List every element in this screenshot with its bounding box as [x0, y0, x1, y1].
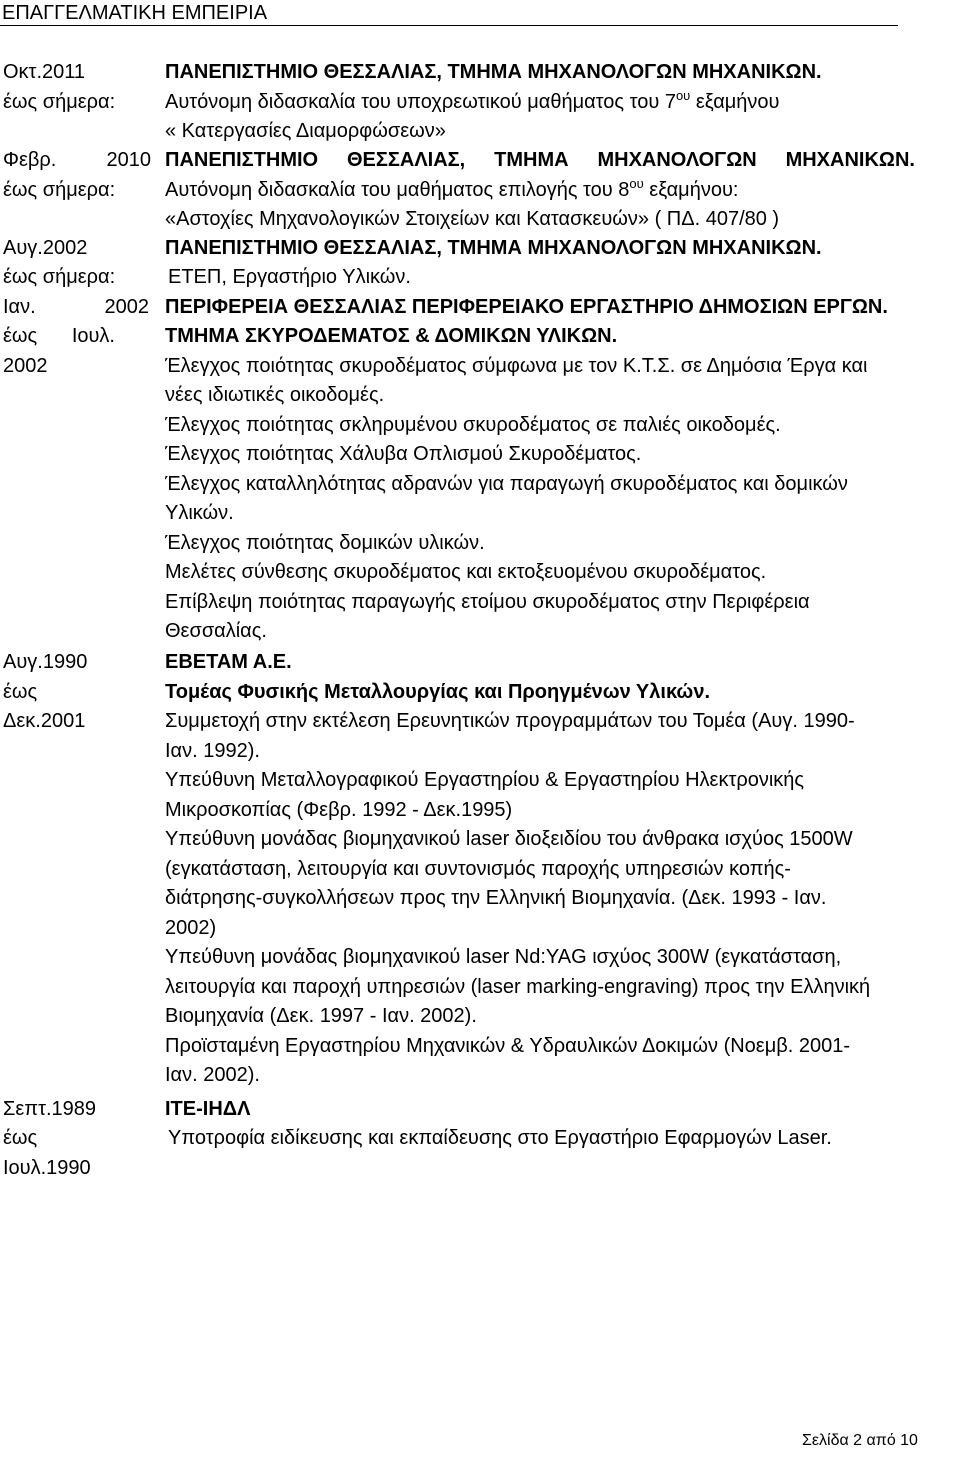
page-number: Σελίδα 2 από 10 [802, 1432, 918, 1449]
entry-description: Επίβλεψη ποιότητας παραγωγής ετοίμου σκυροδέματος στην Περιφέρεια [165, 591, 810, 613]
entry-description: Έλεγχος ποιότητας σκληρυμένου σκυροδέματος σε παλιές οικοδομές. [165, 414, 781, 436]
entry-date: Αυγ.2002 [3, 237, 88, 259]
entry-5-row-5 [0, 766, 960, 795]
entry-organization: ΠΑΝΕΠΙΣΤΗΜΙΟ ΘΕΣΣΑΛΙΑΣ, ΤΜΗΜΑ ΜΗΧΑΝΟΛΟΓΩΝ ΜΗΧΑΝΙΚΩΝ. [165, 149, 915, 171]
entry-4-row-3 [0, 352, 960, 381]
entry-5-row-2 [0, 678, 960, 707]
entry-organization: ΠΕΡΙΦΕΡΕΙΑ ΘΕΣΣΑΛΙΑΣ ΠΕΡΙΦΕΡΕΙΑΚΟ ΕΡΓΑΣΤΗΡΙΟ ΔΗΜΟΣΙΩΝ ΕΡΓΩΝ. [165, 296, 888, 318]
entry-date: Σεπτ.1989 [3, 1098, 97, 1120]
entry-date: έως σήμερα: [3, 179, 116, 201]
section-heading: ΕΠΑΓΓΕΛΜΑΤΙΚΗ ΕΜΠΕΙΡΙΑ [2, 2, 268, 24]
entry-date: έως σήμερα: [3, 91, 116, 113]
entry-5-row-4 [0, 737, 960, 766]
entry-description: Υπεύθυνη μονάδας βιομηχανικού laser Nd:YAG ισχύος 300W (εγκατάσταση, [165, 946, 842, 968]
entry-6-row-3 [0, 1154, 960, 1183]
entry-description: Υλικών. [165, 502, 234, 524]
entry-organization: ΙΤΕ-ΙΗΔΛ [165, 1098, 251, 1120]
entry-organization: ΕΒΕΤΑΜ Α.Ε. [165, 651, 292, 673]
entry-4-row-2 [0, 322, 960, 351]
entry-date: 2002 [3, 355, 48, 377]
entry-description: «Αστοχίες Μηχανολογικών Στοιχείων και Κατασκευών» ( ΠΔ. 407/80 ) [165, 208, 780, 230]
entry-5-row-11 [0, 943, 960, 972]
entry-description: « Κατεργασίες Διαμορφώσεων» [165, 120, 446, 142]
entry-5-row-10 [0, 914, 960, 943]
entry-description: διάτρησης-συγκολλήσεων προς την Ελληνική Βιομηχανία. (Δεκ. 1993 - Ιαν. [165, 887, 827, 909]
entry-description: Έλεγχος ποιότητας δομικών υλικών. [165, 532, 485, 554]
entry-description: (εγκατάσταση, λειτουργία και συντονισμός παροχής υπηρεσιών κοπής- [165, 858, 791, 880]
entry-4-row-11 [0, 588, 960, 617]
entry-date: Φεβρ. 2010 [3, 149, 151, 171]
entry-4-row-9 [0, 529, 960, 558]
entry-1-row-1 [0, 58, 960, 87]
entry-1-row-2 [0, 88, 960, 117]
entry-date: Οκτ.2011 [3, 61, 86, 83]
entry-5-row-15 [0, 1061, 960, 1090]
entry-4-row-6 [0, 440, 960, 469]
entry-description: Μελέτες σύνθεσης σκυροδέματος και εκτοξευομένου σκυροδέματος. [165, 561, 767, 583]
entry-description: λειτουργία και παροχή υπηρεσιών (laser marking-engraving) προς την Ελληνική [165, 976, 871, 998]
entry-description: ΕΤΕΠ, Εργαστήριο Υλικών. [168, 266, 411, 288]
entry-3-row-2 [0, 263, 960, 292]
entry-5-row-14 [0, 1032, 960, 1061]
entry-organization-department: ΤΜΗΜΑ ΣΚΥΡΟΔΕΜΑΤΟΣ & ΔΟΜΙΚΩΝ ΥΛΙΚΩΝ. [165, 325, 618, 347]
entry-5-row-1 [0, 648, 960, 677]
entry-2-row-2 [0, 176, 960, 205]
entry-5-row-6 [0, 796, 960, 825]
entry-description: Ιαν. 2002). [165, 1064, 260, 1086]
entry-date: έως σήμερα: [3, 266, 116, 288]
entry-3-row-1 [0, 234, 960, 263]
entry-description: Υπεύθυνη Μεταλλογραφικού Εργαστηρίου & Εργαστηρίου Ηλεκτρονικής [165, 769, 805, 791]
entry-date: Αυγ.1990 [3, 651, 88, 673]
heading-underline [0, 25, 898, 26]
entry-date: έως [3, 681, 38, 703]
entry-date: Ιαν. 2002 [3, 296, 149, 318]
entry-description: Αυτόνομη διδασκαλία του μαθήματος επιλογής του $8^{o\upsilon}$ εξαμήνου: [165, 176, 739, 201]
entry-5-row-12 [0, 973, 960, 1002]
entry-description: Αυτόνομη διδασκαλία του υποχρεωτικού μαθήματος του $7^{o\upsilon}$ εξαμήνου [165, 88, 780, 113]
entry-4-row-1 [0, 293, 960, 322]
entry-description: Συμμετοχή στην εκτέλεση Ερευνητικών προγραμμάτων του Τομέα (Αυγ. 1990- [165, 710, 855, 732]
entry-description: Μικροσκοπίας (Φεβρ. 1992 - Δεκ.1995) [165, 799, 513, 821]
entry-organization: ΠΑΝΕΠΙΣΤΗΜΙΟ ΘΕΣΣΑΛΙΑΣ, ΤΜΗΜΑ ΜΗΧΑΝΟΛΟΓΩΝ ΜΗΧΑΝΙΚΩΝ. [165, 237, 822, 259]
entry-5-row-13 [0, 1002, 960, 1031]
entry-date: έως [3, 1127, 38, 1149]
entry-5-row-3 [0, 707, 960, 736]
entry-4-row-8 [0, 499, 960, 528]
entry-description: Υποτροφία ειδίκευσης και εκπαίδευσης στο Εργαστήριο Εφαρμογών Laser. [168, 1127, 832, 1149]
entry-description: Έλεγχος ποιότητας σκυροδέματος σύμφωνα με τον Κ.Τ.Σ. σε Δημόσια Έργα και [165, 355, 868, 377]
entry-5-row-9 [0, 884, 960, 913]
entry-5-row-8 [0, 855, 960, 884]
entry-description: 2002) [165, 917, 217, 939]
entry-description: Θεσσαλίας. [165, 620, 267, 642]
entry-6-row-1 [0, 1095, 960, 1124]
entry-2-row-1 [0, 146, 960, 175]
entry-description: Έλεγχος καταλληλότητας αδρανών για παραγωγή σκυροδέματος και δομικών [165, 473, 848, 495]
entry-description: Έλεγχος ποιότητας Χάλυβα Οπλισμού Σκυροδέματος. [165, 443, 642, 465]
entry-2-row-3 [0, 205, 960, 234]
entry-description: νέες ιδιωτικές οικοδομές. [165, 384, 385, 406]
entry-organization-department: Τομέας Φυσικής Μεταλλουργίας και Προηγμένων Υλικών. [165, 681, 711, 703]
entry-6-row-2 [0, 1124, 960, 1153]
entry-4-row-5 [0, 411, 960, 440]
entry-date: έως Ιουλ. [3, 325, 115, 347]
entry-description: Προϊσταμένη Εργαστηρίου Μηχανικών & Υδραυλικών Δοκιμών (Νοεμβ. 2001- [165, 1035, 850, 1057]
entry-4-row-12 [0, 617, 960, 646]
entry-1-row-3 [0, 117, 960, 146]
entry-date: Δεκ.2001 [3, 710, 86, 732]
entry-5-row-7 [0, 825, 960, 854]
entry-4-row-7 [0, 470, 960, 499]
entry-description: Βιομηχανία (Δεκ. 1997 - Ιαν. 2002). [165, 1005, 477, 1027]
entry-description: Υπεύθυνη μονάδας βιομηχανικού laser διοξειδίου του άνθρακα ισχύος 1500W [165, 828, 853, 850]
entry-4-row-4 [0, 381, 960, 410]
entry-date: Ιουλ.1990 [3, 1157, 91, 1179]
entry-organization: ΠΑΝΕΠΙΣΤΗΜΙΟ ΘΕΣΣΑΛΙΑΣ, ΤΜΗΜΑ ΜΗΧΑΝΟΛΟΓΩΝ ΜΗΧΑΝΙΚΩΝ. [165, 61, 822, 83]
entry-description: Ιαν. 1992). [165, 740, 260, 762]
entry-4-row-10 [0, 558, 960, 587]
